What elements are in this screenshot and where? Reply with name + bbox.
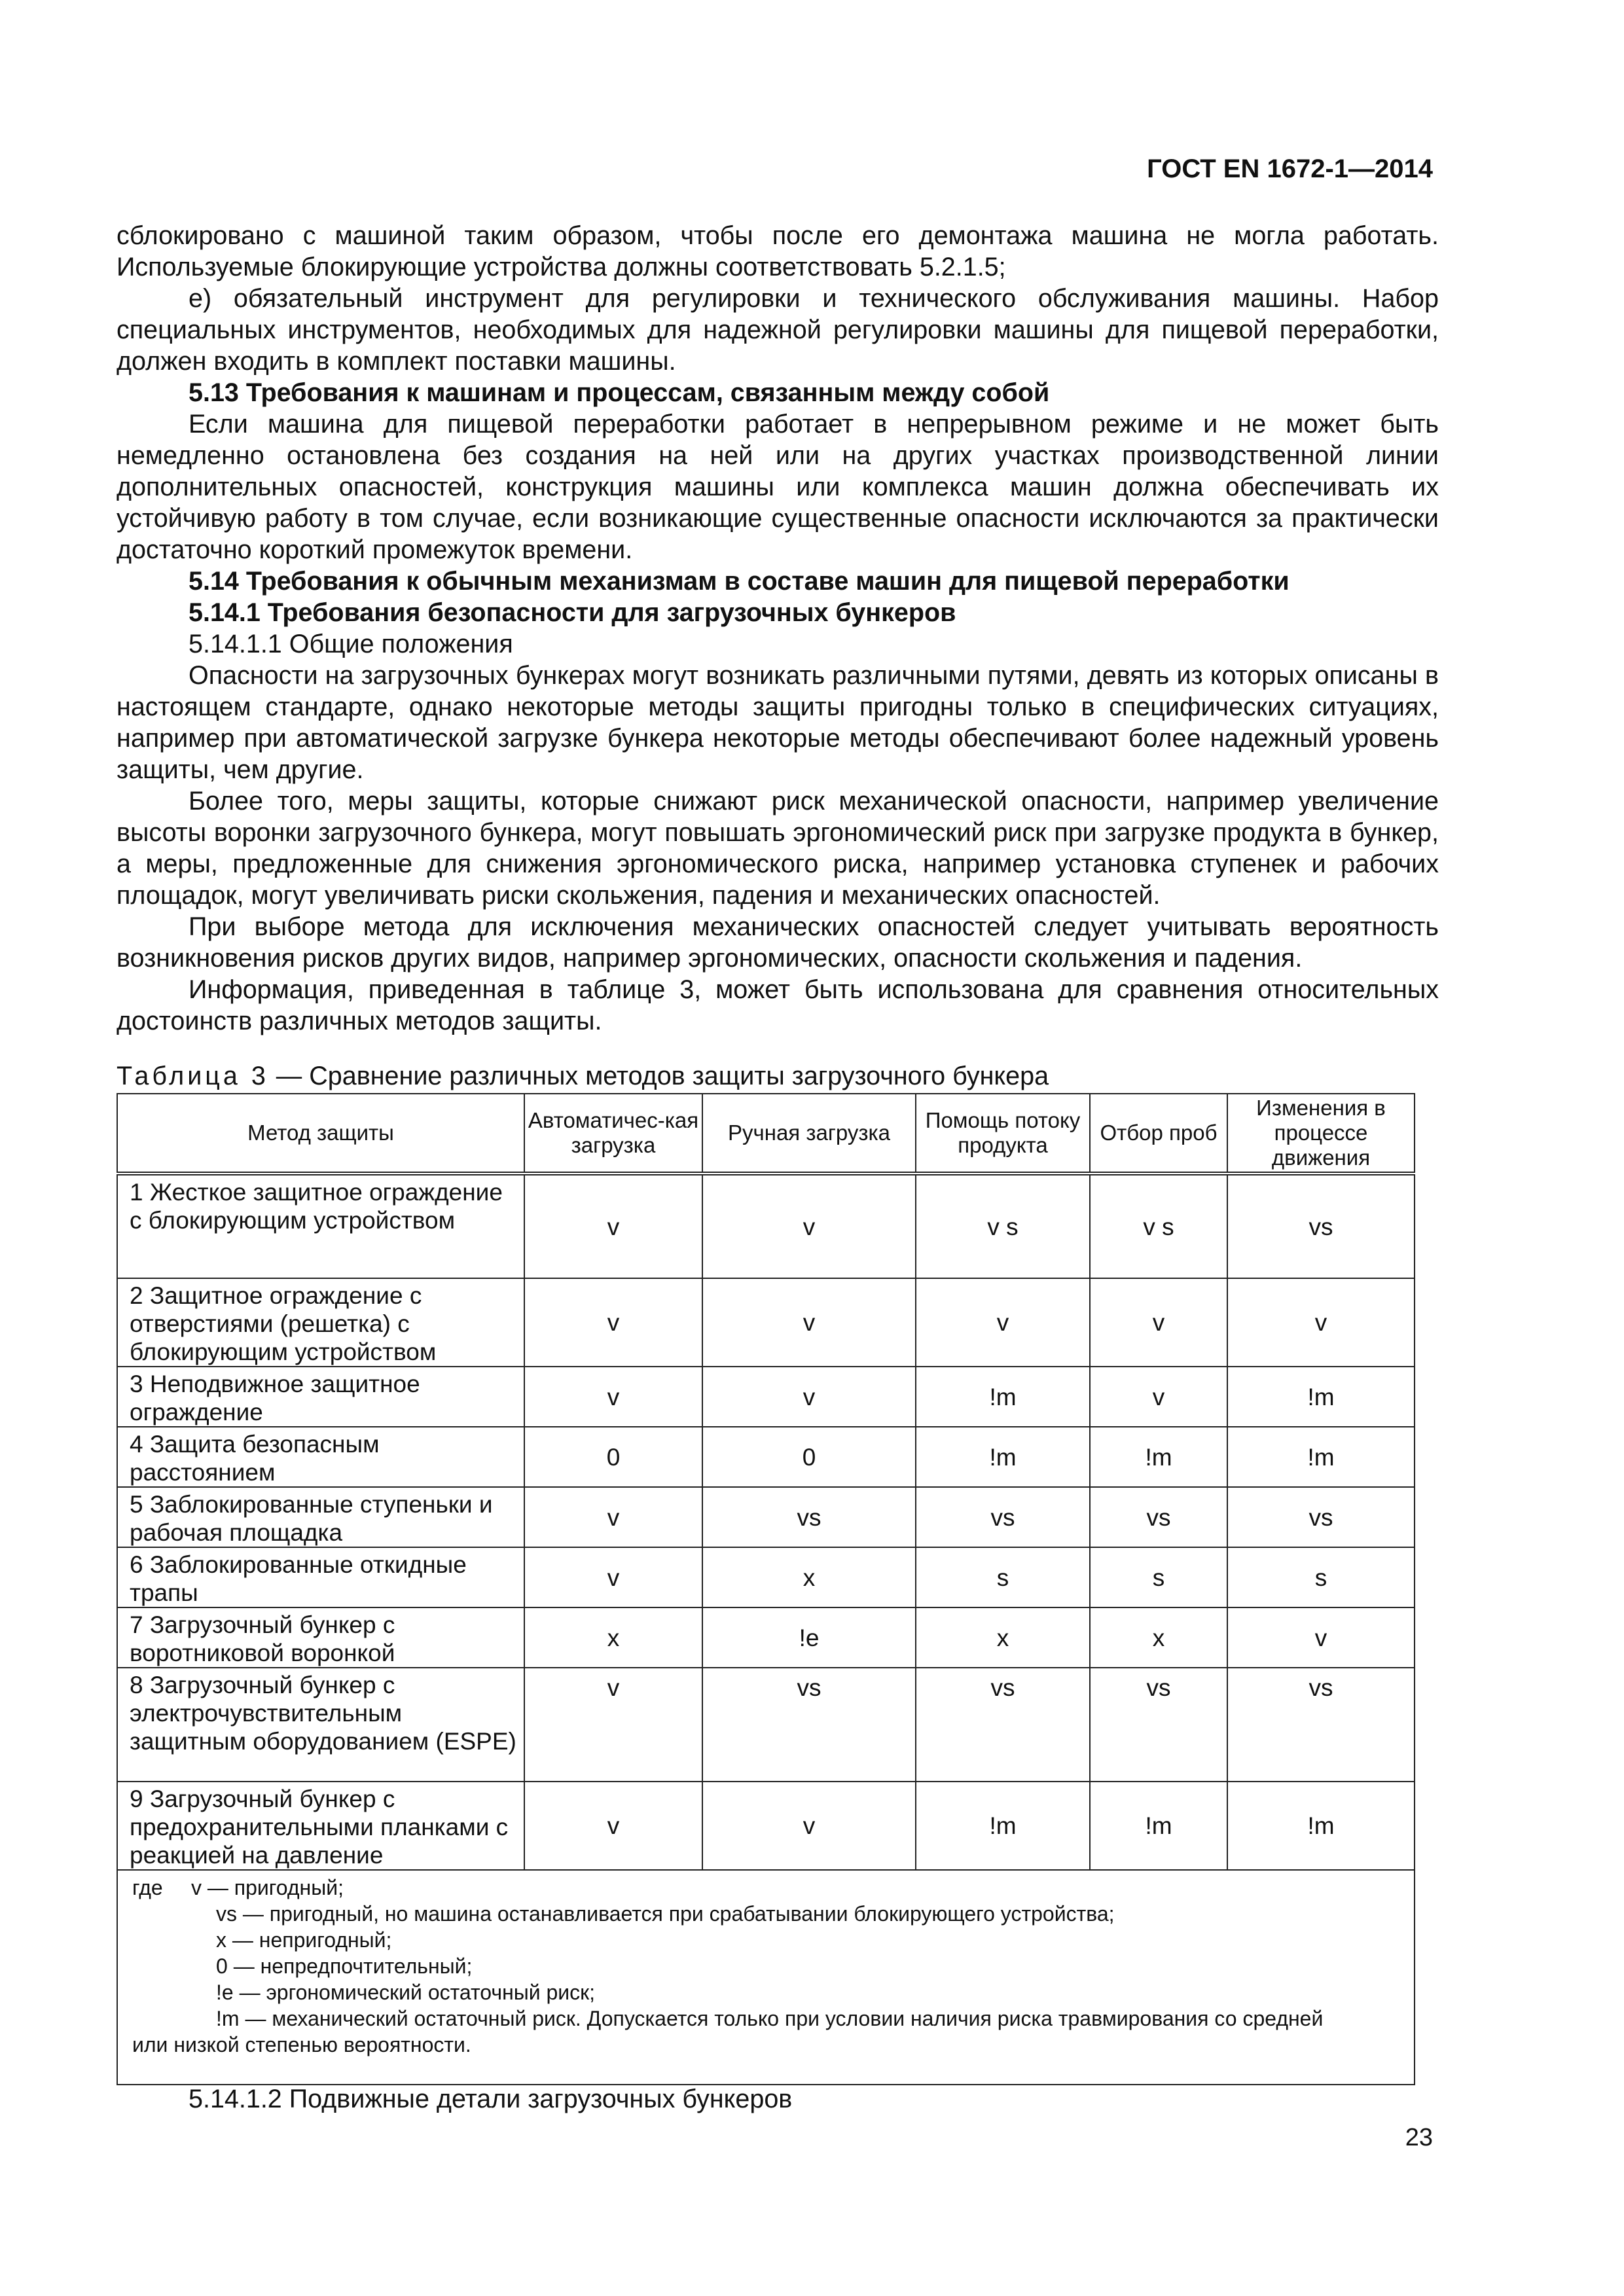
value-cell: vs [1090,1487,1227,1547]
section-heading: 5.13 Требования к машинам и процессам, связанным между собой [189,378,1050,407]
value-cell: !m [1227,1367,1415,1427]
table-row [117,1427,1415,1487]
method-cell: 6 Заблокированные откидные трапы [117,1547,524,1607]
value-cell: v [524,1668,702,1782]
value-cell: v [1090,1367,1227,1427]
subsection-heading: 5.14.1 Требования безопасности для загрузочных бункеров [189,598,956,627]
column-header: Ручная загрузка [702,1094,916,1174]
method-cell: 1 Жесткое защитное ограждение с блокирующим устройством [117,1174,524,1278]
value-cell: v [916,1278,1090,1367]
legend-item: vs — пригодный, но машина останавливается при срабатывании блокирующего устройства; [216,1902,1115,1926]
value-cell: x [702,1547,916,1607]
value-cell: !m [916,1782,1090,1870]
table-row [117,1547,1415,1607]
legend-item: x — непригодный; [216,1928,392,1952]
value-cell: v s [916,1174,1090,1278]
paragraph: Более того, меры защиты, которые снижают риск механической опасности, например увеличение высоты воронки загрузочного бункера, могут повышать эргономический риск при загрузке продукта в бункер, а меры, предложенные для снижения эргономического риска, например установка ступенек и рабочих площадок, могут увеличивать риски скольжения, падения и механических опасностей. [117,787,1439,910]
column-header: Метод защиты [117,1094,524,1174]
value-cell: v s [1090,1174,1227,1278]
column-header: Помощь потоку продукта [916,1094,1090,1174]
value-cell: 0 [702,1427,916,1487]
method-cell: 3 Неподвижное защитное ограждение [117,1367,524,1427]
legend-tail: или низкой степенью вероятности. [132,2033,471,2056]
value-cell: !m [916,1427,1090,1487]
value-cell: s [1090,1547,1227,1607]
value-cell: s [916,1547,1090,1607]
paragraph: сблокировано с машиной таким образом, чтобы после его демонтажа машина не могла работать. Используемые блокирующие устройства должны соответствовать 5.2.1.5; [117,221,1439,281]
legend-item: 0 — непредпочтительный; [216,1954,473,1978]
value-cell: v [524,1487,702,1547]
value-cell: v [702,1782,916,1870]
value-cell: v [524,1174,702,1278]
value-cell: v [524,1278,702,1367]
page-number: 23 [1405,2124,1433,2151]
value-cell: vs [1227,1174,1415,1278]
value-cell: !m [1227,1782,1415,1870]
value-cell: vs [702,1487,916,1547]
legend-item: !m — механический остаточный риск. Допускается только при условии наличия риска травмирования со средней [216,2007,1324,2030]
method-cell: 8 Загрузочный бункер с электрочувствительным защитным оборудованием (ESPE) [117,1668,524,1782]
value-cell: v [524,1367,702,1427]
paragraph: Опасности на загрузочных бункерах могут возникать различными путями, девять из которых описаны в настоящем стандарте, однако некоторые методы защиты пригодны только в специфических ситуациях, например при автоматической загрузке бункера некоторые методы обеспечивают более надежный уровень защиты, чем другие. [117,661,1439,784]
document-header: ГОСТ EN 1672-1—2014 [1147,154,1433,183]
table-row [117,1668,1415,1782]
table-row [117,1278,1415,1367]
value-cell: vs [1090,1668,1227,1782]
table-row [117,1367,1415,1427]
method-cell: 7 Загрузочный бункер с воротниковой воронкой [117,1607,524,1668]
legend-item: v — пригодный; [191,1876,344,1899]
table-row [117,1782,1415,1870]
paragraph: Информация, приведенная в таблице 3, может быть использована для сравнения относительных достоинств различных методов защиты. [117,975,1439,1035]
value-cell: vs [916,1668,1090,1782]
method-cell: 9 Загрузочный бункер с предохранительными планками с реакцией на давление [117,1782,524,1870]
subsection-heading: 5.14.1.2 Подвижные детали загрузочных бункеров [189,2085,793,2113]
legend-line [132,1874,1399,1901]
value-cell: vs [1227,1487,1415,1547]
value-cell: v [1227,1278,1415,1367]
value-cell: v [524,1782,702,1870]
value-cell: v [1090,1278,1227,1367]
value-cell: !m [1090,1782,1227,1870]
legend-row [117,1870,1415,2085]
paragraph: е) обязательный инструмент для регулировки и технического обслуживания машины. Набор специальных инструментов, необходимых для надежной регулировки машины для пищевой переработки, должен входить в комплект поставки машины. [117,284,1439,376]
table-row [117,1174,1415,1278]
paragraph: Если машина для пищевой переработки работает в непрерывном режиме и не может быть немедленно остановлена без создания на ней или на других участках производственной линии дополнительных опасностей, конструкция машины или комплекса машин должна обеспечивать их устойчивую работу в том случае, если возникающие существенные опасности исключаются за практически достаточно короткий промежуток времени. [117,410,1439,564]
legend-item: !e — эргономический остаточный риск; [216,1981,596,2004]
protection-methods-table [117,1093,1415,2085]
column-header: Автоматичес-кая загрузка [524,1094,702,1174]
method-cell: 2 Защитное ограждение с отверстиями (решетка) с блокирующим устройством [117,1278,524,1367]
method-cell: 5 Заблокированные ступеньки и рабочая площадка [117,1487,524,1547]
value-cell: s [1227,1547,1415,1607]
value-cell: !m [1090,1427,1227,1487]
paragraph: При выборе метода для исключения механических опасностей следует учитывать вероятность возникновения рисков других видов, например эргономических, опасности скольжения и падения. [117,912,1439,973]
value-cell: vs [1227,1668,1415,1782]
column-header: Изменения в процессе движения [1227,1094,1415,1174]
table-caption [117,1062,1049,1091]
value-cell: v [702,1278,916,1367]
section-heading: 5.14 Требования к обычным механизмам в составе машин для пищевой переработки [189,567,1290,596]
table-legend [117,1870,1415,2085]
value-cell: !e [702,1607,916,1668]
table-row [117,1487,1415,1547]
value-cell: v [1227,1607,1415,1668]
table-caption-text: — Сравнение различных методов защиты загрузочного бункера [268,1062,1049,1090]
table-row [117,1607,1415,1668]
legend-where: где [132,1876,163,1899]
value-cell: !m [1227,1427,1415,1487]
table-header-row [117,1094,1415,1174]
column-header: Отбор проб [1090,1094,1227,1174]
table-caption-label: Таблица 3 [117,1062,269,1090]
value-cell: 0 [524,1427,702,1487]
value-cell: x [524,1607,702,1668]
value-cell: v [702,1367,916,1427]
value-cell: vs [916,1487,1090,1547]
value-cell: v [524,1547,702,1607]
value-cell: vs [702,1668,916,1782]
value-cell: v [702,1174,916,1278]
body-text [117,220,1439,1037]
value-cell: x [1090,1607,1227,1668]
value-cell: x [916,1607,1090,1668]
subsubsection-heading: 5.14.1.1 Общие положения [189,630,513,658]
method-cell: 4 Защита безопасным расстоянием [117,1427,524,1487]
value-cell: !m [916,1367,1090,1427]
